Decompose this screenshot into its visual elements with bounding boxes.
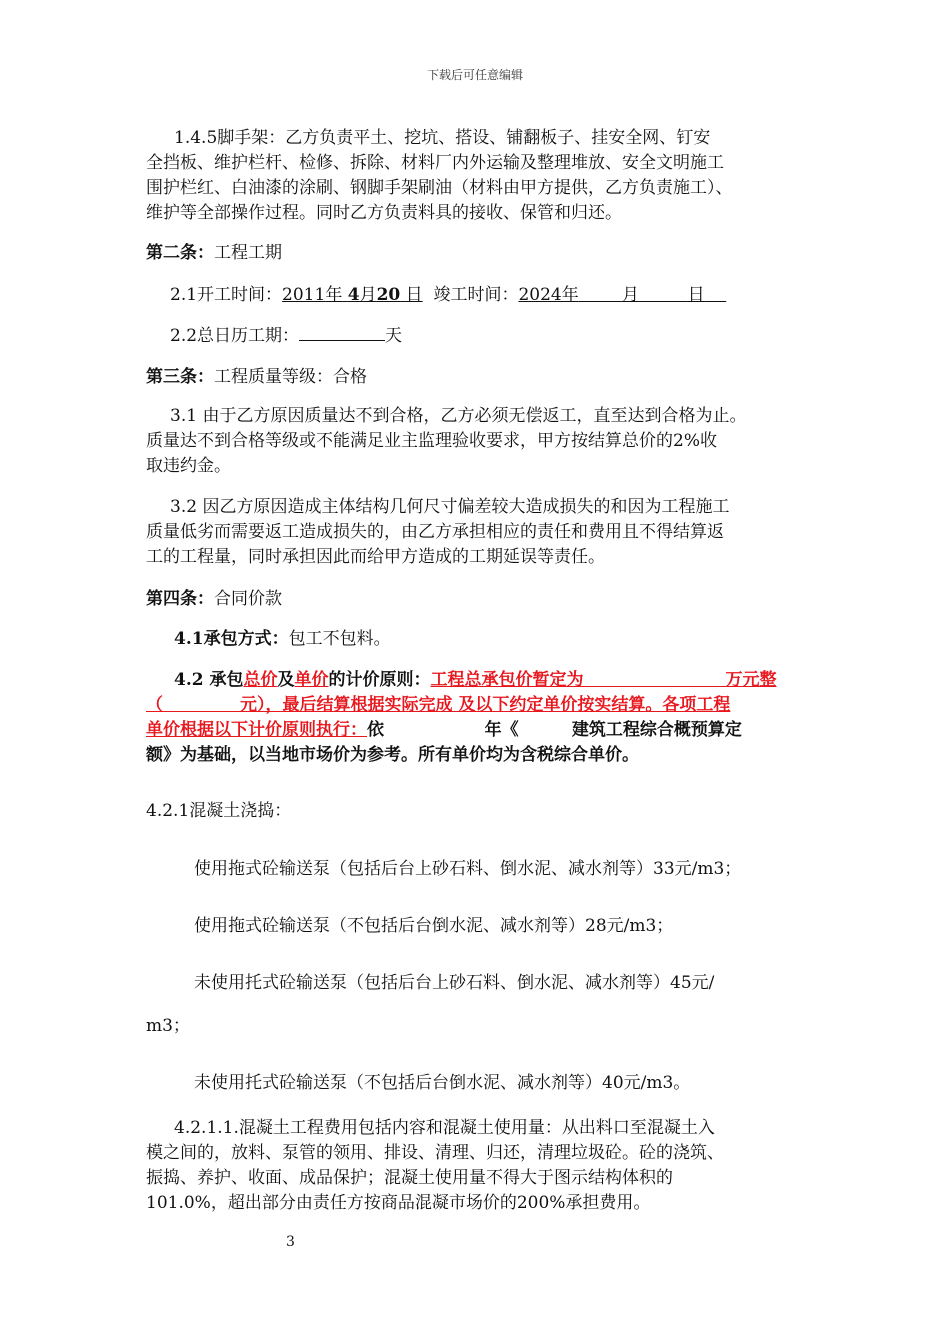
clause-4-2-line-1 <box>174 668 777 692</box>
clause-3-1-line-2: 质量达不到合格等级或不能满足业主监理验收要求，甲方按结算总价的2%收 <box>146 431 717 451</box>
clause-4-2-line-2 <box>146 693 730 717</box>
end-month-unit: 月 <box>621 285 639 305</box>
article-3-heading: 第三条： <box>146 367 214 387</box>
clause-4-2-line-3 <box>146 718 742 742</box>
article-4-heading: 第四条： <box>146 589 214 609</box>
total-price-tentative: 工程总承包价暂定为 <box>430 670 584 690</box>
clause-1-4-5-line-2: 全挡板、维护栏杆、检修、拆除、材料厂内外运输及整理堆放、安全文明施工 <box>146 153 724 173</box>
calendar-days-label: 2.2总日历工期： <box>170 326 300 346</box>
clause-3-1-line-3: 取违约金。 <box>146 456 231 476</box>
start-time-label: 2.1开工时间： <box>170 285 283 305</box>
yuan-open-paren: （ <box>146 695 163 715</box>
clause-4-1-row <box>174 627 391 651</box>
start-month: 4 <box>347 285 360 305</box>
start-day-unit: 日 <box>405 285 423 305</box>
start-month-unit: 月 <box>359 285 377 305</box>
clause-1-4-5-line-4: 维护等全部操作过程。同时乙方负责料具的接收、保管和归还。 <box>146 203 622 223</box>
clause-4-2-1-1-line-2: 模之间的，放料、泵管的领用、排设、清理、归还，清理垃圾砼。砼的浇筑、 <box>146 1143 724 1163</box>
clause-3-2-line-2: 质量低劣而需要返工造成损失的，由乙方承担相应的责任和费用且不得结算返 <box>146 522 724 542</box>
article-3-heading-row <box>146 365 367 389</box>
total-price-term: 总价 <box>243 670 278 690</box>
clause-4-2-1-1-line-4: 101.0%，超出部分由责任方按商品混凝市场价的200%承担费用。 <box>146 1193 651 1213</box>
clause-4-2-lead: 4.2 承包 <box>174 670 244 690</box>
clause-4-2-1-title: 4.2.1混凝土浇捣： <box>146 801 292 821</box>
according-to: 依 <box>367 720 384 740</box>
clause-2-1-row <box>170 283 726 307</box>
article-2-heading: 第二条： <box>146 243 214 263</box>
clause-3-2-line-1: 3.2 因乙方原因造成主体结构几何尺寸偏差较大造成损失的和因为工程施工 <box>170 497 730 517</box>
pump-rate-1: 使用拖式砼输送泵（包括后台上砂石料、倒水泥、减水剂等）33元/m3； <box>194 859 742 879</box>
page-number: 3 <box>286 1234 295 1250</box>
article-3-title: 工程质量等级：合格 <box>214 367 367 387</box>
and-word: 及 <box>277 670 295 690</box>
pump-rate-3-cont: m3； <box>146 1016 190 1036</box>
end-time-label: 竣工时间： <box>433 285 519 305</box>
clause-3-2-line-3: 工的工程量，同时承担因此而给甲方造成的工期延误等责任。 <box>146 547 605 567</box>
article-2-title: 工程工期 <box>214 243 282 263</box>
clause-4-2-1-1-line-3: 振捣、养护、收面、成品保护；混凝土使用量不得大于图示结构体积的 <box>146 1168 673 1188</box>
start-year-unit: 年 <box>325 285 343 305</box>
pump-rate-3: 未使用托式砼输送泵（包括后台上砂石料、倒水泥、减水剂等）45元/ <box>194 973 715 993</box>
clause-3-1-line-1: 3.1 由于乙方原因质量达不到合格，乙方必须无偿返工，直至达到合格为止。 <box>170 406 747 426</box>
settlement-basis: 元），最后结算根据实际完成 及以下约定单价按实结算。各项工程 <box>239 695 731 715</box>
start-day: 20 <box>376 285 401 305</box>
pricing-principle-label: 的计价原则： <box>328 670 431 690</box>
year-quote-open: 年《 <box>484 720 519 740</box>
ten-thousand-yuan-unit: 万元整 <box>725 670 777 690</box>
article-2-heading-row <box>146 241 282 265</box>
end-day-unit: 日 <box>687 285 705 305</box>
pump-rate-2: 使用拖式砼输送泵（不包括后台倒水泥、减水剂等）28元/m3； <box>194 916 674 936</box>
clause-1-4-5-line-1: 1.4.5脚手架：乙方负责平土、挖坑、搭设、铺翻板子、挂安全网、钉安 <box>174 128 711 148</box>
contract-mode-label: 4.1承包方式： <box>174 629 289 649</box>
quota-name-part-1: 建筑工程综合概预算定 <box>571 720 742 740</box>
pump-rate-4: 未使用托式砼输送泵（不包括后台倒水泥、减水剂等）40元/m3。 <box>194 1073 691 1093</box>
article-4-heading-row <box>146 587 282 611</box>
clause-4-2-1-1-line-1: 4.2.1.1.混凝土工程费用包括内容和混凝土使用量：从出料口至混凝土入 <box>174 1118 715 1138</box>
calendar-days-blank <box>299 322 385 341</box>
unit-price-term: 单价 <box>294 670 329 690</box>
start-year: 2011 <box>282 285 326 305</box>
unit-price-principle: 单价根据以下计价原则执行： <box>146 720 367 740</box>
calendar-days-unit: 天 <box>385 326 403 346</box>
contract-mode-value: 包工不包料。 <box>288 629 391 649</box>
article-4-title: 合同价款 <box>214 589 282 609</box>
end-year: 2024年 <box>518 285 579 305</box>
clause-2-2-row <box>170 322 402 348</box>
page-header-note: 下载后可任意编辑 <box>426 68 523 82</box>
clause-4-2-line-4: 额》为基础，以当地市场价为参考。所有单价均为含税综合单价。 <box>146 745 639 765</box>
clause-1-4-5-line-3: 围护栏红、白油漆的涂刷、钢脚手架刷油（材料由甲方提供，乙方负责施工）、 <box>146 178 733 198</box>
